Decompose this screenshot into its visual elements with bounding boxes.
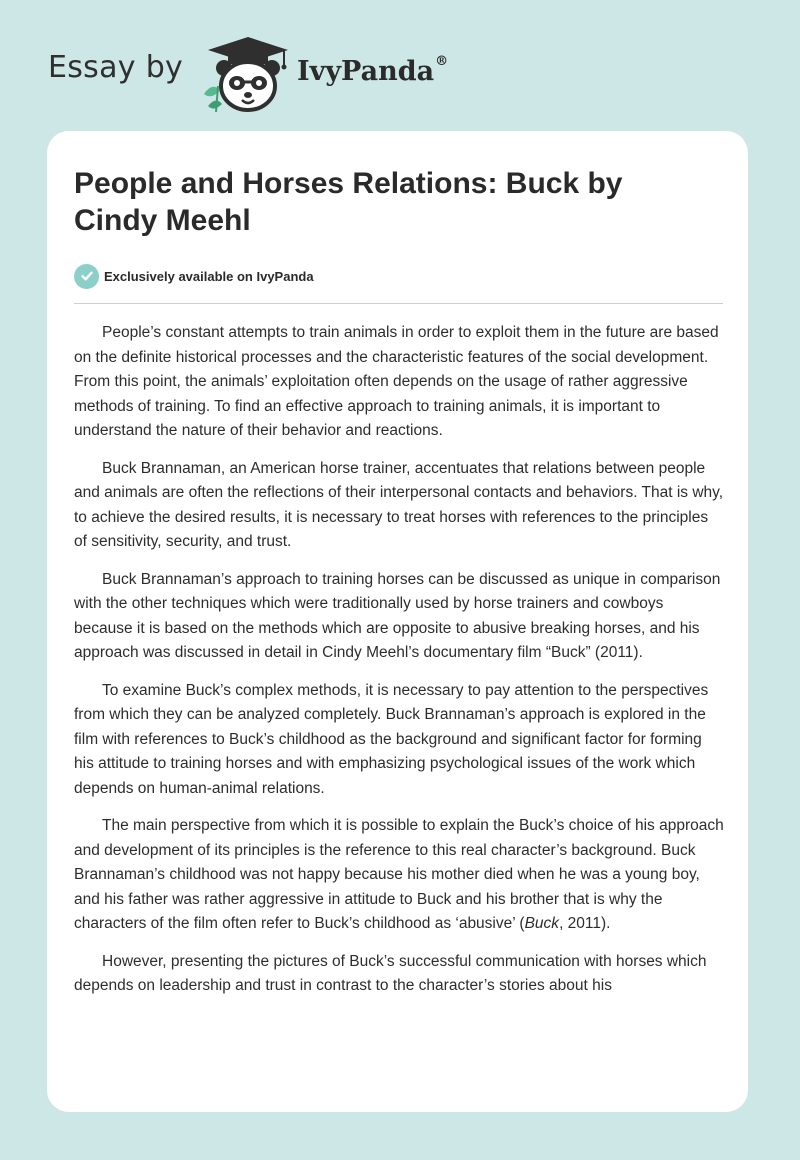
panda-graduate-icon[interactable] (198, 34, 294, 114)
paragraph: However, presenting the pictures of Buck’s successful communication with horses which depends on leadership and trust in contrast to the character’s stories about his (74, 952, 707, 994)
check-circle-icon (74, 264, 99, 289)
citation-title: Buck (524, 915, 560, 932)
essay-by-label: Essay by (48, 50, 184, 85)
paragraph: Buck Brannaman’s approach to training horses can be discussed as unique in comparison with the other techniques which were traditionally used by horse trainers and cowboys because it is based on the methods which are opposite to abusive breaking horses, and his approach was discussed in detail in Cindy Meehl’s documentary film “Buck” (2011). (74, 570, 721, 661)
essay-card (47, 131, 748, 1112)
essay-body (74, 321, 724, 1012)
paragraph: People’s constant attempts to train animals in order to exploit them in the future are based on the definite historical processes and the characteristic features of the social development. From this point, the animals’ exploitation often depends on the usage of rather aggressive methods of training. To find an effective approach to training animals, it is important to understand the nature of their behavior and reactions. (74, 324, 719, 439)
exclusive-badge (74, 263, 314, 289)
exclusive-badge-label: Exclusively available on IvyPanda (104, 268, 314, 284)
citation-year: , 2011). (559, 915, 611, 932)
essay-title: People and Horses Relations: Buck by Cindy Meehl (74, 167, 623, 237)
paragraph (74, 814, 724, 937)
site-header (0, 0, 800, 130)
paragraph: To examine Buck’s complex methods, it is necessary to pay attention to the perspectives from which they can be analyzed completely. Buck Brannaman’s approach is explored in the film with references to Buck’s childhood as the background and significant factor for forming his attitude to training horses and with emphasizing psychological issues of the work which depends on human-animal relations. (74, 681, 709, 797)
title-divider (74, 303, 723, 304)
paragraph-text: The main perspective from which it is possible to explain the Buck’s choice of his approach and development of its principles is the reference to this real character’s background. Buck Brannaman’s childhood was not happy because his mother died when he was a young boy, and his father was rather aggressive in attitude to Buck and his brother that is why the characters of the film often refer to Buck’s childhood as ‘abusive’ ( (74, 817, 724, 932)
brand-name[interactable] (297, 56, 448, 87)
brand-name-text: IvyPanda (297, 56, 435, 87)
registered-mark: ® (435, 54, 449, 69)
paragraph: Buck Brannaman, an American horse trainer, accentuates that relations between people and animals are often the reflections of their interpersonal contacts and behaviors. That is why, to achieve the desired results, it is necessary to treat horses with references to the principles of sensitivity, security, and trust. (74, 459, 724, 550)
